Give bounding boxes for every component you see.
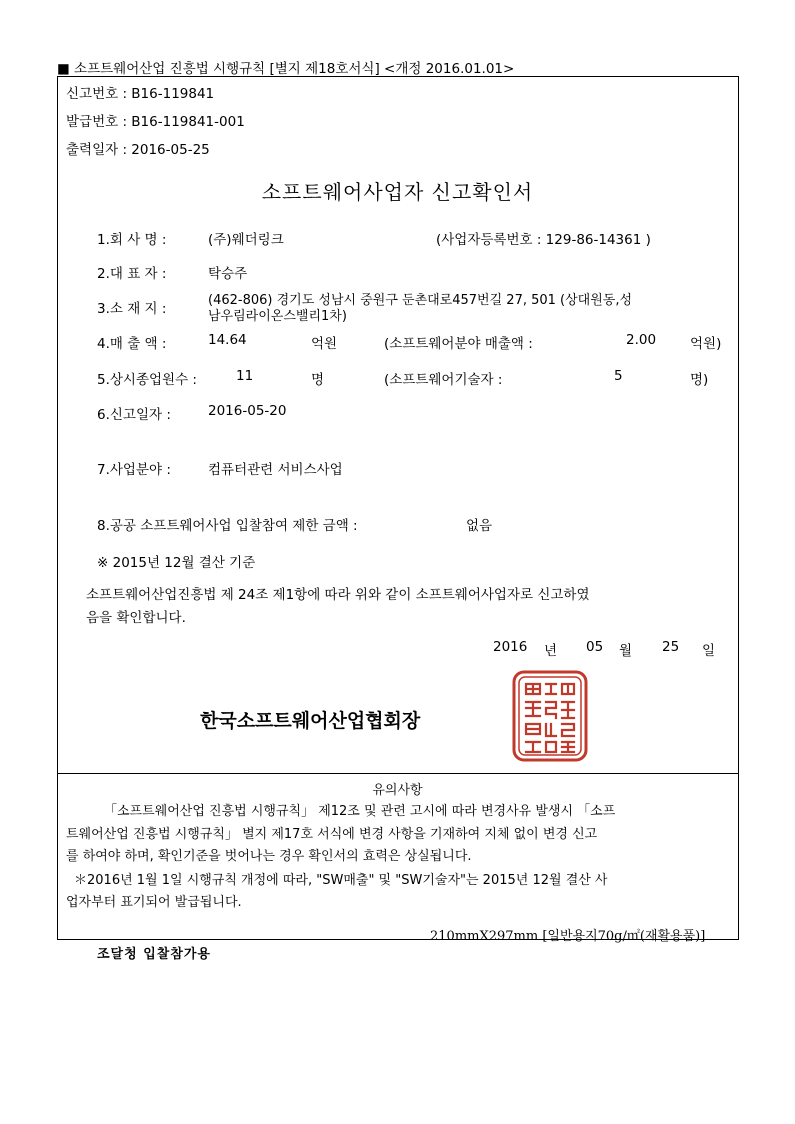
- report-date-value: 2016-05-20: [208, 403, 287, 419]
- document-title: 소프트웨어사업자 신고확인서: [261, 180, 534, 204]
- date-day-unit: 일: [702, 643, 716, 659]
- official-seal-icon: [512, 670, 588, 762]
- organization-name: 한국소프트웨어산업협회장: [200, 710, 421, 732]
- sales-unit: 억원: [311, 336, 338, 352]
- notice-p2-line-1: ＊2016년 1월 1일 시행규칙 개정에 따라, "SW매출" 및 "SW기술자"는 2015년 12월 결산 사: [74, 873, 608, 888]
- form-header: ■ 소프트웨어산업 진흥법 시행규칙 [별지 제18호서식] <개정 2016.01.01>: [57, 61, 515, 77]
- date-year: 2016: [493, 639, 528, 655]
- date-month: 05: [586, 639, 604, 655]
- address-line-1: (462-806) 경기도 성남시 중원구 둔촌대로457번길 27, 501 (상대원동,성: [208, 293, 633, 308]
- ceo-label: 2.대 표 자 :: [97, 266, 167, 282]
- ceo-value: 탁승주: [208, 266, 248, 282]
- notice-p1-line-2: 트웨어산업 진흥법 시행규칙」 별지 제17호 서식에 변경 사항을 기재하여 지체 없이 변경 신고: [66, 827, 598, 842]
- sw-staff-label: (소프트웨어기술자 :: [384, 372, 503, 388]
- registration-number: (사업자등록번호 : 129-86-14361 ): [436, 232, 651, 248]
- sw-sales-unit: 억원): [690, 336, 722, 352]
- staff-label: 5.상시종업원수 :: [97, 372, 197, 388]
- sw-sales-label: (소프트웨어분야 매출액 :: [384, 336, 533, 352]
- notice-title: 유의사항: [372, 783, 423, 798]
- sw-staff-unit: 명): [690, 372, 709, 388]
- bid-limit-value: 없음: [466, 518, 493, 534]
- confirm-line-2: 음을 확인합니다.: [86, 610, 186, 626]
- sw-sales-value: 2.00: [626, 332, 657, 348]
- sales-label: 4.매 출 액 :: [97, 336, 167, 352]
- issue-number: 발급번호 : B16-119841-001: [66, 114, 245, 130]
- business-field-value: 컴퓨터관련 서비스사업: [208, 462, 343, 478]
- bid-limit-label: 8.공공 소프트웨어사업 입찰참여 제한 금액 :: [97, 518, 358, 534]
- report-number: 신고번호 : B16-119841: [66, 86, 215, 102]
- date-year-unit: 년: [544, 643, 558, 659]
- staff-value: 11: [236, 368, 254, 384]
- date-day: 25: [662, 639, 680, 655]
- confirm-line-1: 소프트웨어산업진흥법 제 24조 제1항에 따라 위와 같이 소프트웨어사업자로 신고하였: [86, 587, 590, 603]
- basis-note: ※ 2015년 12월 결산 기준: [97, 555, 256, 571]
- company-value: (주)웨더링크: [208, 232, 284, 248]
- address-line-2: 남우림라이온스밸리1차): [208, 309, 347, 324]
- business-field-label: 7.사업분야 :: [97, 462, 171, 478]
- notice-p1-line-3: 를 하여야 하며, 확인기준을 벗어나는 경우 확인서의 효력은 상실됩니다.: [66, 849, 472, 864]
- sales-value: 14.64: [208, 332, 247, 348]
- notice-divider: [57, 773, 739, 774]
- print-date: 출력일자 : 2016-05-25: [66, 142, 210, 158]
- paper-size-info: 210mmX297mm [일반용지70g/㎡(재활용품)]: [430, 929, 706, 944]
- sw-staff-value: 5: [614, 368, 623, 384]
- footer-note: 조달청 입찰참가용: [97, 947, 211, 962]
- staff-unit: 명: [311, 372, 325, 388]
- report-date-label: 6.신고일자 :: [97, 407, 171, 423]
- address-label: 3.소 재 지 :: [97, 301, 167, 317]
- date-month-unit: 월: [619, 643, 633, 659]
- company-label: 1.회 사 명 :: [97, 232, 167, 248]
- notice-p2-line-2: 업자부터 표기되어 발급됩니다.: [66, 895, 242, 910]
- notice-p1-line-1: 「소프트웨어산업 진흥법 시행규칙」 제12조 및 관련 고시에 따라 변경사유 발생시 「소프: [104, 804, 616, 819]
